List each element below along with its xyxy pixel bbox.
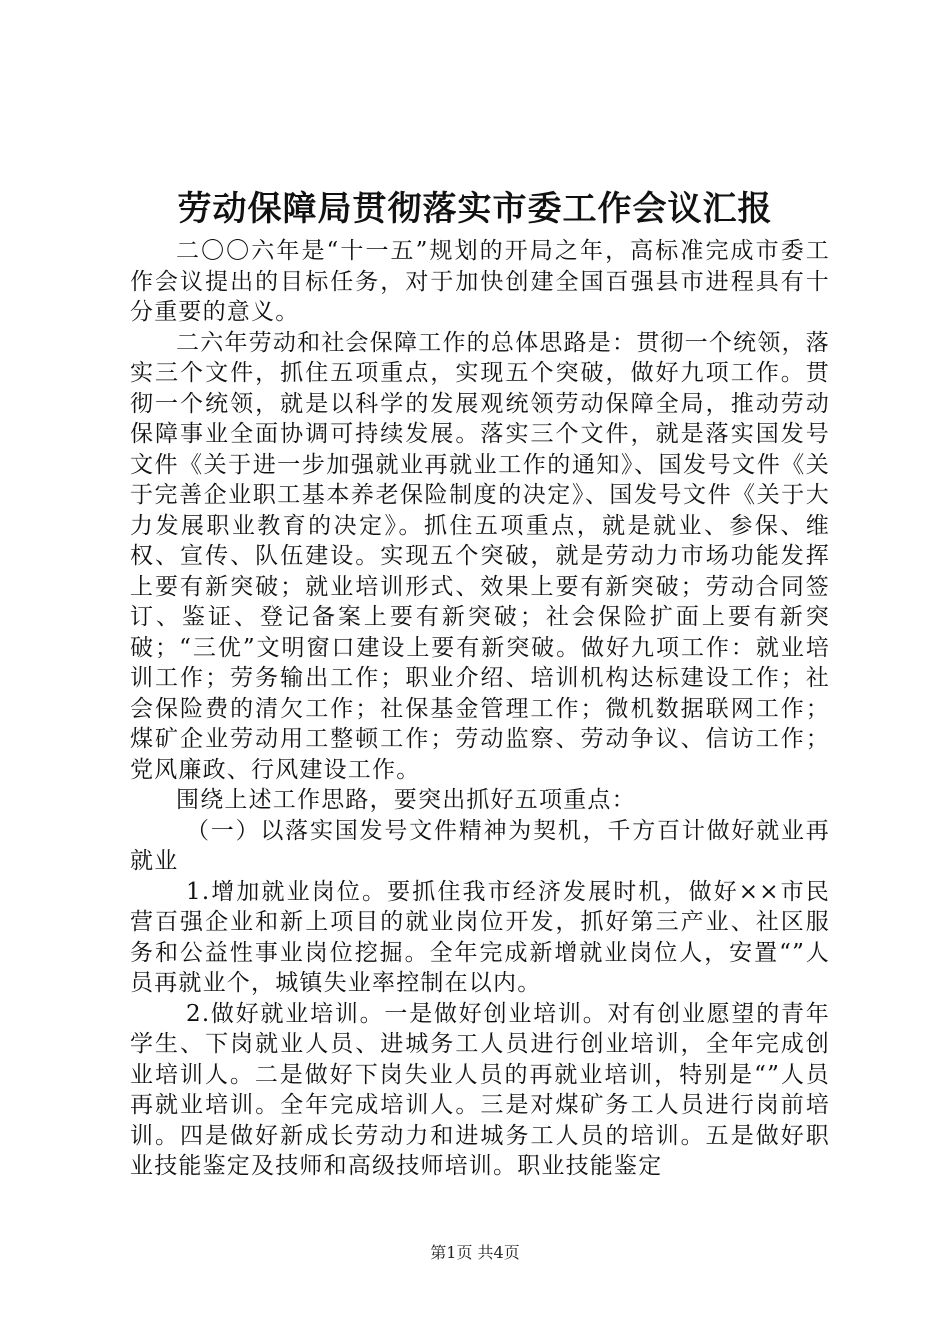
paragraph-intro: 二〇〇六年是“十一五”规划的开局之年，高标准完成市委工作会议提出的目标任务，对于加快创建全国百强县市进程具有十分重要的意义。 bbox=[130, 238, 830, 325]
paragraph-increase-jobs: 1.增加就业岗位。要抓住我市经济发展时机，做好××市民营百强企业和新上项目的就业岗位开发，抓好第三产业、社区服务和公益性事业岗位挖掘。全年完成新增就业岗位人，安置“”人员再就业个，城镇失业率控制在以内。 bbox=[130, 878, 830, 996]
page-footer: 第1页 共4页 bbox=[430, 1243, 520, 1262]
document-title: 劳动保障局贯彻落实市委工作会议汇报 bbox=[177, 189, 773, 229]
document-body bbox=[130, 236, 830, 1182]
paragraph-overall-thinking: 二六年劳动和社会保障工作的总体思路是：贯彻一个统领，落实三个文件，抓住五项重点，实现五个突破，做好九项工作。贯彻一个统领，就是以科学的发展观统领劳动保障全局，推动劳动保障事业全面协调可持续发展。落实三个文件，就是落实国发号文件《关于进一步加强就业再就业工作的通知》、国发号文件《关于完善企业职工基本养老保险制度的决定》、国发号文件《关于大力发展职业教育的决定》。抓住五项重点，就是就业、参保、维权、宣传、队伍建设。实现五个突破，就是劳动力市场功能发挥上要有新突破；就业培训形式、效果上要有新突破；劳动合同签订、鉴证、登记备案上要有新突破；社会保险扩面上要有新突破；“三优”文明窗口建设上要有新突破。做好九项工作：就业培训工作；劳务输出工作；职业介绍、培训机构达标建设工作；社会保险费的清欠工作；社保基金管理工作；微机数据联网工作；煤矿企业劳动用工整顿工作；劳动监察、劳动争议、信访工作；党风廉政、行风建设工作。 bbox=[130, 329, 830, 783]
paragraph-employment-training: 2.做好就业培训。一是做好创业培训。对有创业愿望的青年学生、下岗就业人员、进城务工人员进行创业培训，全年完成创业培训人。二是做好下岗失业人员的再就业培训，特别是“”人员再就业培训。全年完成培训人。三是对煤矿务工人员进行岗前培训。四是做好新成长劳动力和进城务工人员的培训。五是做好职业技能鉴定及技师和高级技师培训。职业技能鉴定 bbox=[130, 1000, 830, 1179]
section-heading-employment: （一）以落实国发号文件精神为契机，千方百计做好就业再就业 bbox=[130, 817, 830, 874]
paragraph-five-focus: 围绕上述工作思路，要突出抓好五项重点： bbox=[176, 787, 636, 813]
